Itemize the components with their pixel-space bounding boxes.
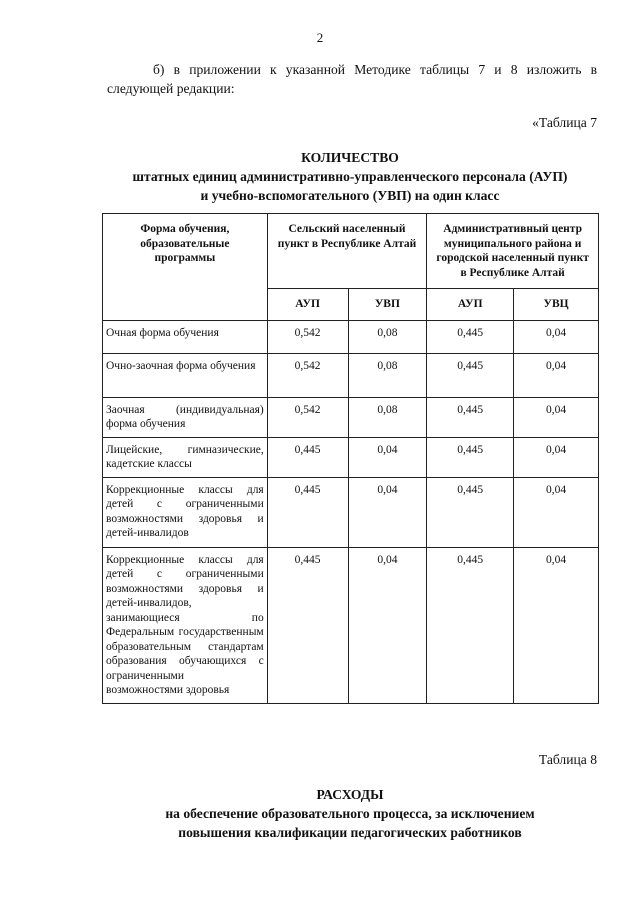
cell-value: 0,04 [514,397,599,437]
table7-title-line: КОЛИЧЕСТВО [301,150,399,165]
cell-value: 0,445 [427,397,514,437]
table-header-row [103,214,599,289]
cell-value: 0,04 [348,437,427,477]
cell-value: 0,445 [267,437,348,477]
cell-value: 0,542 [267,320,348,353]
row-label: Заочная (индивидуальная) форма обучения [103,397,268,437]
table-row [103,547,599,703]
subheader-aup-rural: АУП [267,289,348,321]
table8-title [90,785,610,842]
row-label: Очно-заочная форма обучения [103,353,268,397]
cell-value: 0,445 [427,353,514,397]
table-row [103,437,599,477]
page-number: 2 [316,30,324,45]
row-label: Очная форма обучения [103,320,268,353]
table8-title-line: повышения квалификации педагогических работников [178,825,522,840]
subheader-uvp-rural: УВП [348,289,427,321]
table-row [103,397,599,437]
cell-value: 0,445 [427,547,514,703]
cell-value: 0,04 [348,547,427,703]
header-form: Форма обучения, образовательные программы [103,214,268,321]
cell-value: 0,04 [514,477,599,547]
table7-title [90,148,610,205]
cell-value: 0,445 [427,437,514,477]
cell-value: 0,04 [514,437,599,477]
cell-value: 0,04 [514,353,599,397]
cell-value: 0,08 [348,397,427,437]
cell-value: 0,08 [348,320,427,353]
cell-value: 0,542 [267,353,348,397]
table7-title-line: и учебно-вспомогательного (УВП) на один класс [200,188,500,203]
intro-paragraph: б) в приложении к указанной Методике таблицы 7 и 8 изложить в следующей редакции: [107,62,597,96]
cell-value: 0,04 [348,477,427,547]
table-row [103,477,599,547]
table-row [103,353,599,397]
subheader-uvc-urban: УВЦ [514,289,599,321]
table8-caption: Таблица 8 [538,752,597,767]
table8-title-line: на обеспечение образовательного процесса, за исключением [165,806,535,821]
cell-value: 0,542 [267,397,348,437]
row-label: Лицейские, гимназические, кадетские классы [103,437,268,477]
cell-value: 0,445 [427,477,514,547]
cell-value: 0,445 [267,477,348,547]
cell-value: 0,04 [514,320,599,353]
cell-value: 0,08 [348,353,427,397]
header-urban: Административный центр муниципального района и городской населенный пункт в Республике Алтай [427,214,599,289]
cell-value: 0,445 [427,320,514,353]
subheader-aup-urban: АУП [427,289,514,321]
row-label: Коррекционные классы для детей с ограниченными возможностями здоровья и детей-инвалидов [103,477,268,547]
header-rural: Сельский населенный пункт в Республике Алтай [267,214,427,289]
row-label: Коррекционные классы для детей с ограниченными возможностями здоровья и детей-инвалидов, занимающиеся по Федеральным государственным образовательным стандартам образования обучающихся с ограниченными возможностями здоровья [103,547,268,703]
table7 [102,213,599,704]
cell-value: 0,04 [514,547,599,703]
table-row [103,320,599,353]
table7-caption: «Таблица 7 [532,115,597,130]
table7-title-line: штатных единиц административно-управленческого персонала (АУП) [132,169,568,184]
table8-title-line: РАСХОДЫ [316,787,384,802]
cell-value: 0,445 [267,547,348,703]
